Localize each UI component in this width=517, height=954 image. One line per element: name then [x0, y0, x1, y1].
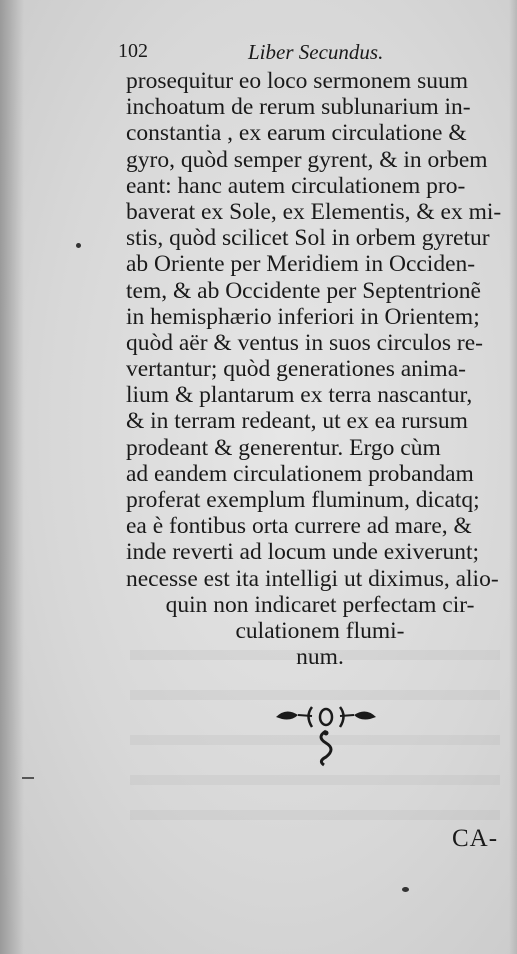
text-line: in hemisphærio inferiori in Orientem;	[126, 303, 480, 330]
body-text	[126, 68, 514, 670]
show-through	[130, 690, 500, 700]
margin-mark	[402, 887, 409, 892]
text-line: prosequitur eo loco sermonem suum	[126, 68, 468, 94]
text-line: num.	[296, 644, 344, 671]
text-line: vertantur; quòd generationes anima-	[126, 356, 466, 383]
text-line: quin non indicaret perfectam cir-	[165, 591, 475, 618]
text-line: lium & plantarum ex terra nascantur,	[126, 382, 473, 409]
text-line: prodeant & generentur. Ergo cùm	[126, 434, 441, 461]
text-line: proferat exemplum fluminum, dicatq;	[126, 487, 480, 513]
text-line: gyro, quòd semper gyrent, & in orbem	[126, 146, 488, 173]
text-line: & in terram redeant, ut ex ea rursum	[126, 408, 468, 435]
text-line: ea è fontibus orta currere ad mare, &	[126, 513, 472, 540]
text-line: ab Oriente per Meridiem in Occiden-	[126, 251, 476, 278]
text-line: eant: hanc autem circulationem pro-	[126, 172, 466, 199]
text-line: ad eandem circulationem probandam	[126, 460, 474, 487]
text-line: culationem flumi-	[235, 617, 405, 644]
catchword: CA-	[452, 825, 499, 852]
text-line: quòd aër & ventus in suos circulos re-	[126, 329, 483, 356]
spine-shadow	[0, 0, 24, 954]
text-line: constantia , ex earum circulatione &	[126, 120, 467, 147]
running-head: Liber Secundus.	[248, 40, 384, 64]
show-through	[130, 775, 500, 785]
text-line: inde reverti ad locum unde exiverunt;	[126, 539, 480, 566]
margin-mark	[76, 243, 81, 248]
text-line: inchoatum de rerum sublunarium in-	[126, 94, 471, 121]
text-line: necesse est ita intelligi ut diximus, alio-	[126, 565, 499, 592]
margin-mark	[22, 777, 34, 779]
text-line: baverat ex Sole, ex Elementis, & ex mi-	[126, 198, 502, 225]
printers-ornament-icon	[272, 703, 382, 767]
show-through	[130, 810, 500, 820]
text-line: stis, quòd scilicet Sol in orbem gyretur	[126, 225, 490, 252]
page-number: 102	[118, 40, 148, 62]
page-header	[118, 40, 508, 66]
text-line: tem, & ab Occidente per Septentrionẽ	[126, 277, 481, 304]
